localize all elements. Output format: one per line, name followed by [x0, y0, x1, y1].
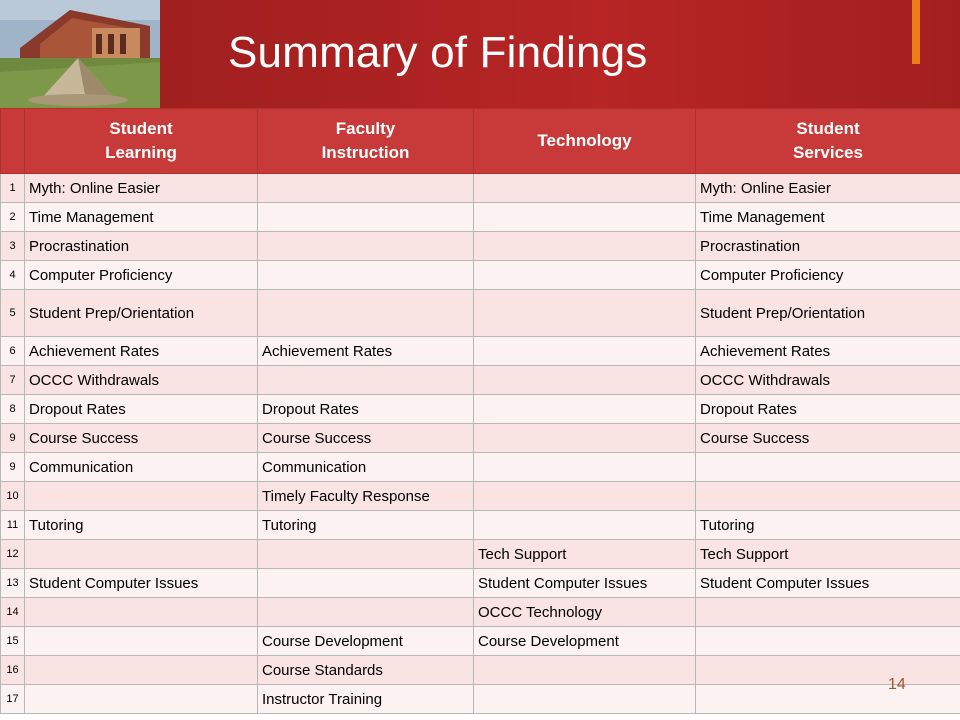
table-cell — [258, 598, 474, 627]
table-cell — [258, 290, 474, 337]
table-cell — [474, 290, 696, 337]
table-cell — [474, 511, 696, 540]
table-cell: OCCC Withdrawals — [696, 366, 960, 395]
table-cell: Tech Support — [474, 540, 696, 569]
row-number: 9 — [1, 424, 25, 453]
header-technology — [474, 109, 696, 174]
table-row — [1, 453, 960, 482]
table-row — [1, 540, 960, 569]
table-cell — [258, 203, 474, 232]
table-cell: Dropout Rates — [696, 395, 960, 424]
table-cell — [696, 685, 960, 714]
table-cell — [258, 174, 474, 203]
table-cell — [474, 395, 696, 424]
row-number: 7 — [1, 366, 25, 395]
table-cell: Course Success — [258, 424, 474, 453]
row-number: 10 — [1, 482, 25, 511]
table-cell: Student Prep/Orientation — [25, 290, 258, 337]
slide-title: Summary of Findings — [228, 28, 648, 77]
table-cell: Dropout Rates — [25, 395, 258, 424]
table-cell — [474, 261, 696, 290]
header-line: Faculty — [335, 119, 396, 138]
table-cell: Computer Proficiency — [25, 261, 258, 290]
table-cell: Communication — [258, 453, 474, 482]
table-row — [1, 203, 960, 232]
row-number: 16 — [1, 656, 25, 685]
table-cell — [474, 337, 696, 366]
row-number: 17 — [1, 685, 25, 714]
table-row — [1, 482, 960, 511]
table-cell: Time Management — [696, 203, 960, 232]
table-body — [1, 174, 960, 714]
header-line: Instruction — [321, 143, 410, 162]
table-cell: Achievement Rates — [696, 337, 960, 366]
table-cell — [474, 453, 696, 482]
table-cell — [474, 424, 696, 453]
header-student-services — [696, 109, 960, 174]
table-row — [1, 598, 960, 627]
table-cell — [474, 174, 696, 203]
row-number: 15 — [1, 627, 25, 656]
accent-bar — [912, 0, 920, 64]
table-cell — [25, 482, 258, 511]
slide-header — [0, 0, 960, 108]
table-cell: Communication — [25, 453, 258, 482]
table-row — [1, 290, 960, 337]
row-number: 11 — [1, 511, 25, 540]
table-cell: Procrastination — [696, 232, 960, 261]
table-cell: Course Development — [474, 627, 696, 656]
table-row — [1, 395, 960, 424]
table-cell: Tutoring — [258, 511, 474, 540]
row-number: 3 — [1, 232, 25, 261]
table-cell — [696, 656, 960, 685]
table-row — [1, 261, 960, 290]
table-cell — [696, 482, 960, 511]
table-cell: Student Computer Issues — [25, 569, 258, 598]
table-cell: Tutoring — [25, 511, 258, 540]
header-line: Technology — [537, 131, 632, 150]
table-cell — [258, 232, 474, 261]
table-row — [1, 569, 960, 598]
table-cell: Computer Proficiency — [696, 261, 960, 290]
row-number: 14 — [1, 598, 25, 627]
table-cell: Time Management — [25, 203, 258, 232]
table-cell — [258, 366, 474, 395]
table-cell: Procrastination — [25, 232, 258, 261]
header-faculty-instruction — [258, 109, 474, 174]
table-cell: Timely Faculty Response — [258, 482, 474, 511]
table-cell — [258, 569, 474, 598]
table-cell: Achievement Rates — [25, 337, 258, 366]
table-row — [1, 174, 960, 203]
table-cell — [258, 540, 474, 569]
table-cell: Course Development — [258, 627, 474, 656]
table-cell — [25, 627, 258, 656]
table-cell: Course Success — [25, 424, 258, 453]
table-cell: Myth: Online Easier — [25, 174, 258, 203]
table-row — [1, 424, 960, 453]
table-cell: Student Computer Issues — [474, 569, 696, 598]
row-number: 8 — [1, 395, 25, 424]
table-cell — [258, 261, 474, 290]
table-row — [1, 511, 960, 540]
page-number: 14 — [888, 676, 906, 693]
table-cell — [474, 685, 696, 714]
table-cell: Tutoring — [696, 511, 960, 540]
row-number: 1 — [1, 174, 25, 203]
table-row — [1, 232, 960, 261]
row-number: 12 — [1, 540, 25, 569]
table-cell — [25, 656, 258, 685]
header-line: Student — [109, 119, 173, 138]
table-cell — [474, 232, 696, 261]
row-number: 5 — [1, 290, 25, 337]
table-cell — [696, 627, 960, 656]
table-cell: Achievement Rates — [258, 337, 474, 366]
table-cell — [25, 598, 258, 627]
table-cell: Course Success — [696, 424, 960, 453]
table-cell — [25, 685, 258, 714]
table-row — [1, 685, 960, 714]
table-row — [1, 337, 960, 366]
table-cell — [474, 482, 696, 511]
table-cell: Student Prep/Orientation — [696, 290, 960, 337]
row-number: 13 — [1, 569, 25, 598]
header-index — [1, 109, 25, 174]
table-cell — [696, 453, 960, 482]
row-number: 2 — [1, 203, 25, 232]
findings-table — [0, 108, 960, 714]
campus-photo — [0, 0, 160, 108]
table-cell — [474, 656, 696, 685]
header-row — [1, 109, 960, 174]
table-cell: OCCC Withdrawals — [25, 366, 258, 395]
table-row — [1, 366, 960, 395]
header-line: Services — [793, 143, 863, 162]
table-cell: Instructor Training — [258, 685, 474, 714]
table-cell — [696, 598, 960, 627]
table-cell: Course Standards — [258, 656, 474, 685]
row-number: 6 — [1, 337, 25, 366]
header-student-learning — [25, 109, 258, 174]
table-cell: Tech Support — [696, 540, 960, 569]
table-cell — [474, 366, 696, 395]
table-row — [1, 627, 960, 656]
table-cell: Dropout Rates — [258, 395, 474, 424]
header-line: Student — [796, 119, 860, 138]
table-row — [1, 656, 960, 685]
table-cell — [25, 540, 258, 569]
table-cell: OCCC Technology — [474, 598, 696, 627]
table-cell — [474, 203, 696, 232]
table-cell: Myth: Online Easier — [696, 174, 960, 203]
header-line: Learning — [105, 143, 177, 162]
row-number: 4 — [1, 261, 25, 290]
row-number: 9 — [1, 453, 25, 482]
table-cell: Student Computer Issues — [696, 569, 960, 598]
